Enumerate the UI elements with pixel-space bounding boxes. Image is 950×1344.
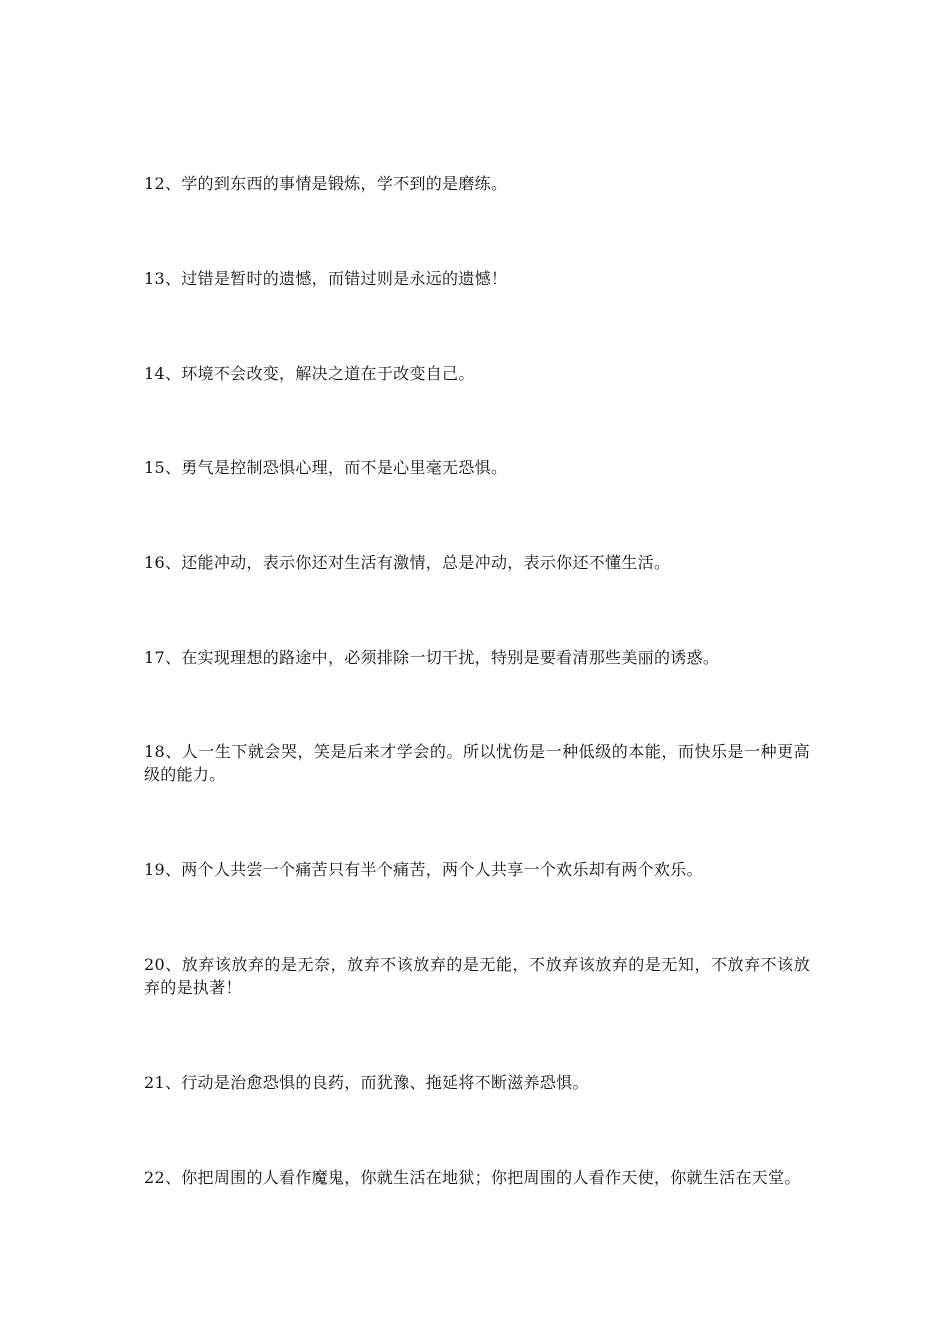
quote-17: 17、在实现理想的路途中，必须排除一切干扰，特别是要看清那些美丽的诱惑。 — [144, 648, 720, 667]
quote-16: 16、还能冲动，表示你还对生活有激情，总是冲动，表示你还不懂生活。 — [144, 553, 671, 572]
quote-22: 22、你把周围的人看作魔鬼，你就生活在地狱；你把周围的人看作天使，你就生活在天堂。 — [144, 1168, 801, 1187]
quote-20: 20、放弃该放弃的是无奈，放弃不该放弃的是无能，不放弃该放弃的是无知，不放弃不该放弃的是执著！ — [144, 955, 810, 997]
quote-12: 12、学的到东西的事情是锻炼，学不到的是磨练。 — [144, 174, 508, 193]
quote-15: 15、勇气是控制恐惧心理，而不是心里毫无恐惧。 — [144, 458, 508, 477]
quote-13: 13、过错是暂时的遗憾，而错过则是永远的遗憾！ — [144, 269, 508, 288]
quote-14: 14、环境不会改变，解决之道在于改变自己。 — [144, 364, 475, 383]
quote-19: 19、两个人共尝一个痛苦只有半个痛苦，两个人共享一个欢乐却有两个欢乐。 — [144, 860, 703, 879]
quote-21: 21、行动是治愈恐惧的良药，而犹豫、拖延将不断滋养恐惧。 — [144, 1073, 589, 1092]
quote-18: 18、人一生下就会哭，笑是后来才学会的。所以忧伤是一种低级的本能，而快乐是一种更高级的能力。 — [144, 742, 810, 784]
